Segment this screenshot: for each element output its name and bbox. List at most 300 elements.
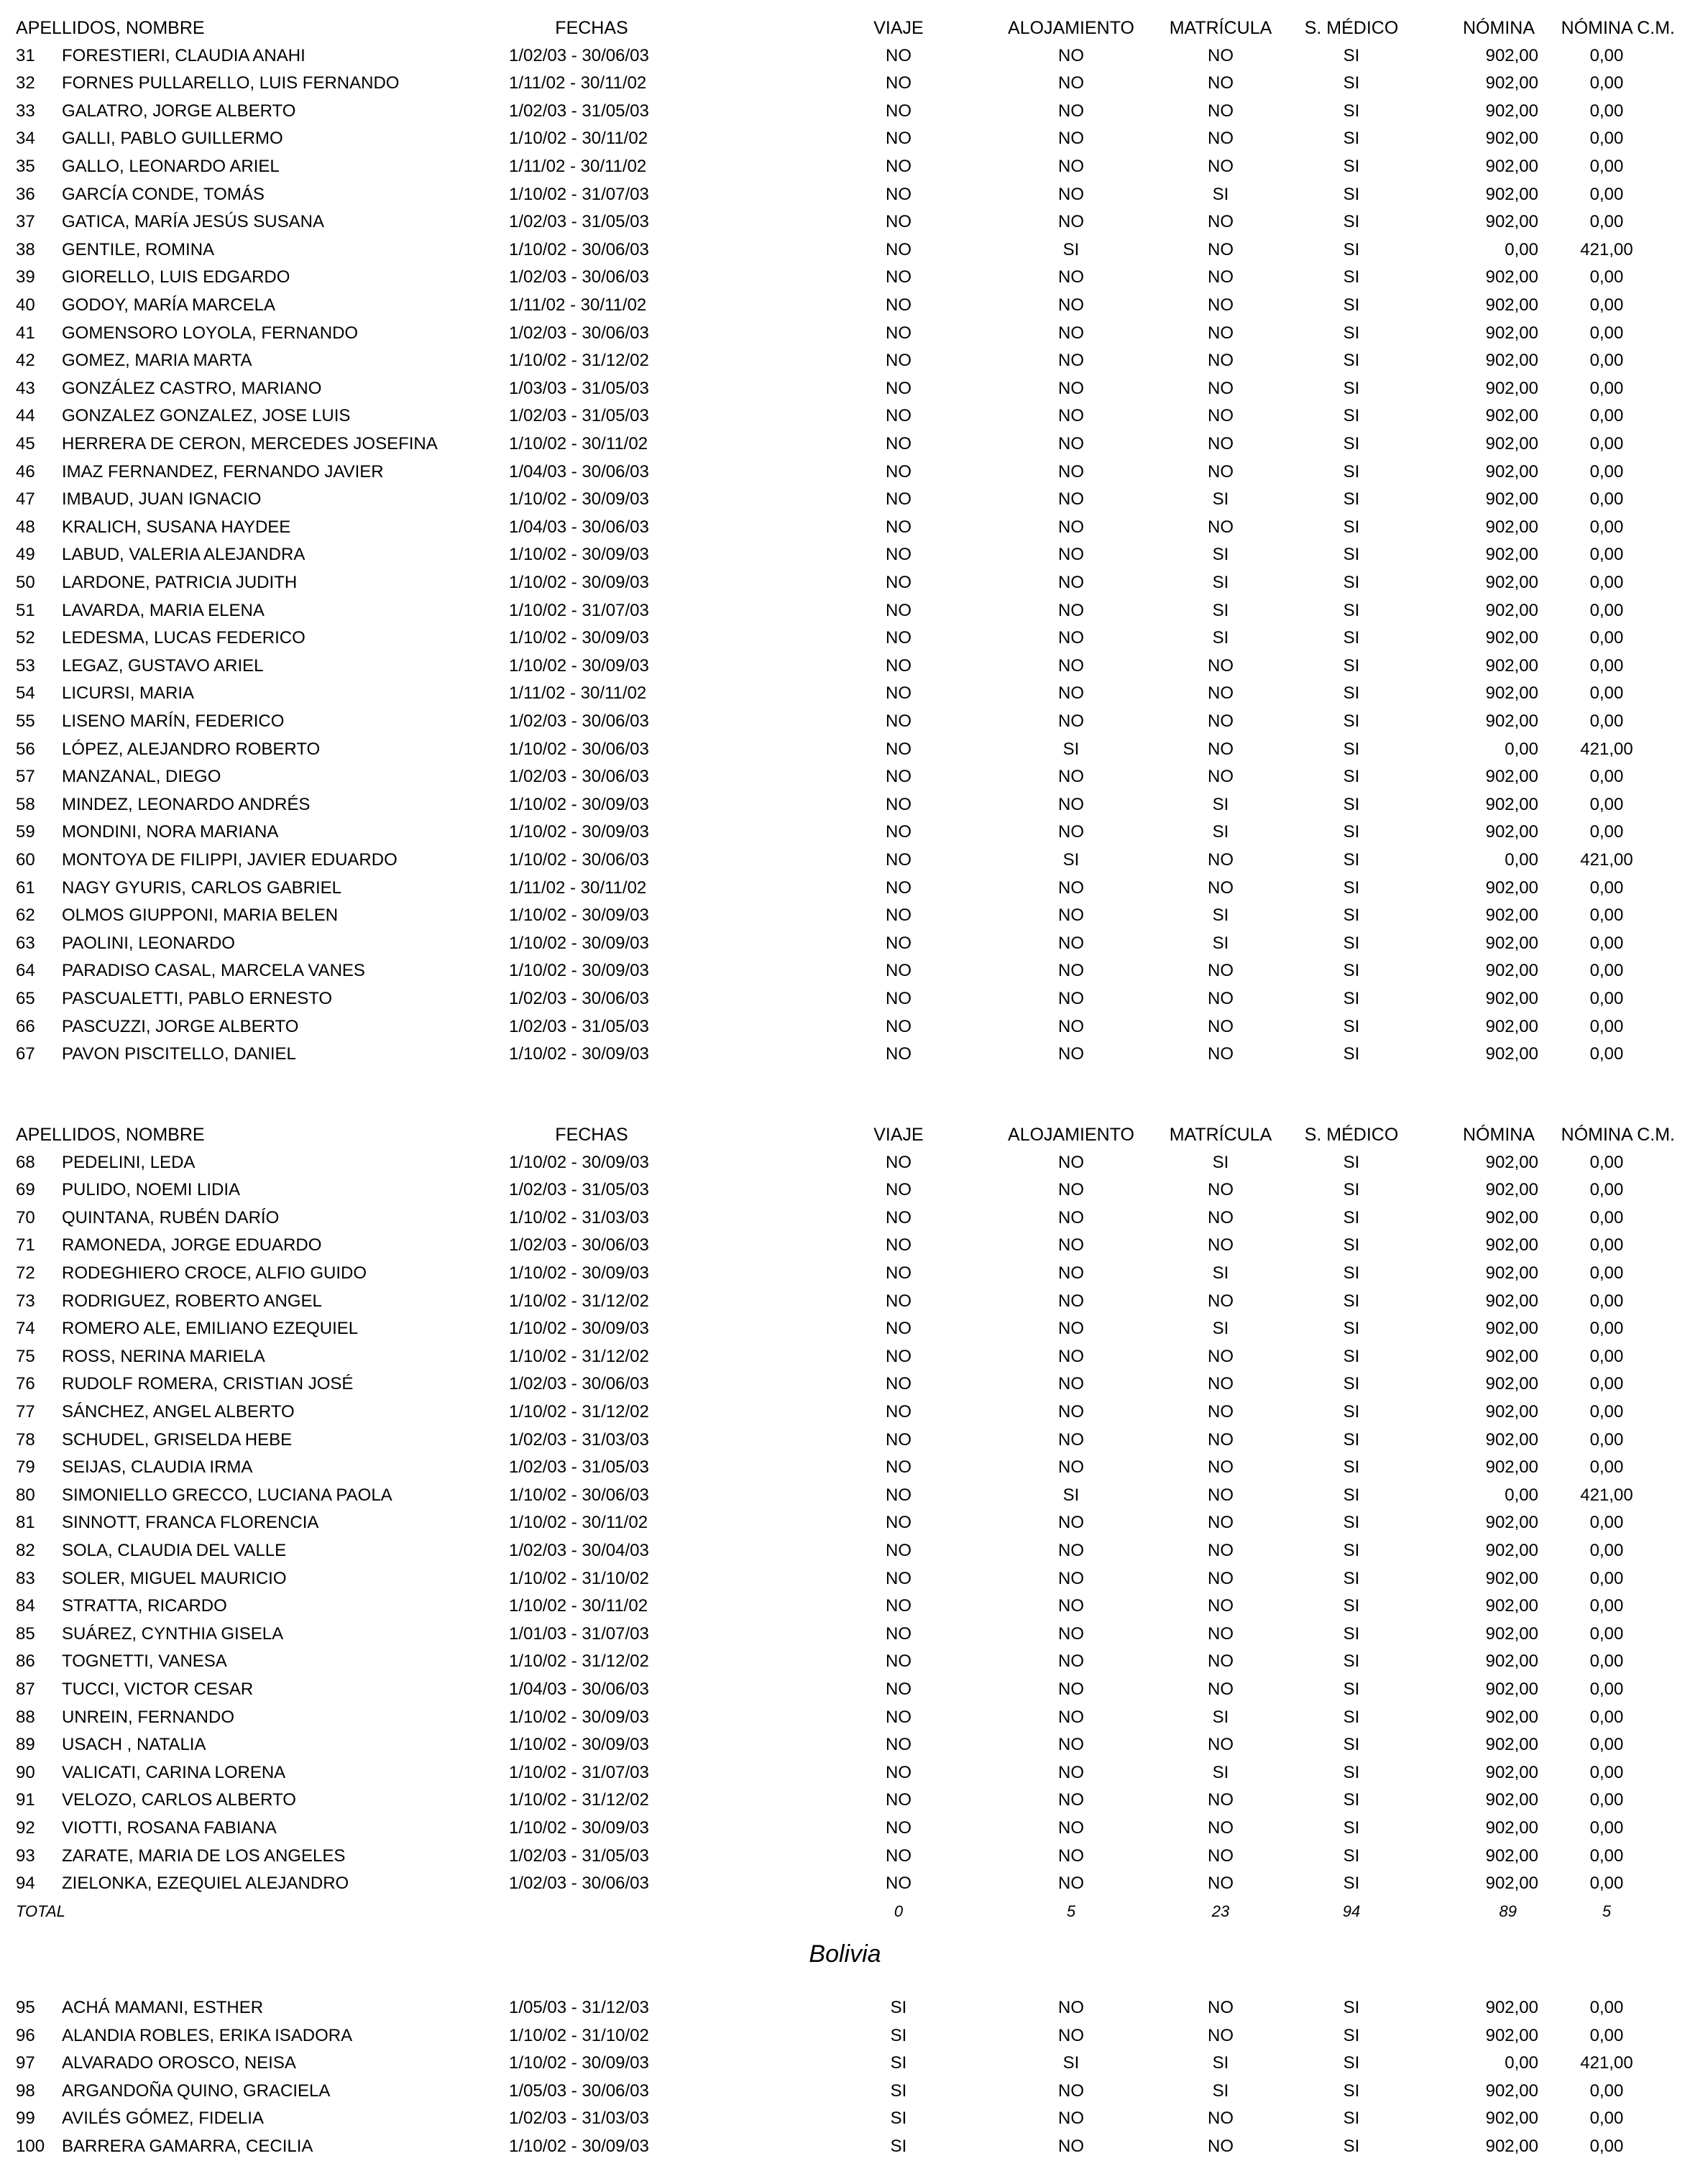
row-name: STRATTA, RICARDO	[62, 1596, 227, 1616]
row-number: 60	[16, 850, 35, 870]
row-matricula: NO	[1208, 462, 1234, 482]
row-matricula: SI	[1212, 906, 1229, 925]
row-number: 43	[16, 379, 35, 398]
row-nomina: 902,00	[1485, 878, 1538, 898]
table-row	[0, 847, 1690, 874]
row-nomina: 902,00	[1485, 1763, 1538, 1782]
row-nomina-cm: 0,00	[1589, 1680, 1624, 1699]
row-viaje: NO	[886, 1874, 911, 1893]
row-dates: 1/10/02 - 31/12/02	[509, 1291, 649, 1311]
row-nomina: 902,00	[1485, 1180, 1538, 1199]
row-number: 48	[16, 517, 35, 537]
row-viaje: NO	[886, 601, 911, 620]
row-number: 35	[16, 157, 35, 176]
row-number: 65	[16, 989, 35, 1008]
row-number: 79	[16, 1457, 35, 1477]
table-row	[0, 347, 1690, 374]
table-row	[0, 597, 1690, 625]
row-s-medico: SI	[1343, 489, 1360, 509]
row-nomina-cm: 0,00	[1589, 462, 1624, 482]
table-row	[0, 181, 1690, 208]
row-name: MANZANAL, DIEGO	[62, 767, 221, 786]
row-alojamiento: NO	[1058, 601, 1084, 620]
row-viaje: NO	[886, 545, 911, 564]
row-name: MINDEZ, LEONARDO ANDRÉS	[62, 795, 311, 814]
header-alojamiento: ALOJAMIENTO	[1008, 1125, 1134, 1145]
row-viaje: NO	[886, 1541, 911, 1560]
table-row	[0, 375, 1690, 402]
row-viaje: NO	[886, 1263, 911, 1283]
row-nomina: 902,00	[1485, 1153, 1538, 1172]
row-dates: 1/02/03 - 31/03/03	[509, 2109, 649, 2128]
row-alojamiento: NO	[1058, 1017, 1084, 1036]
table-row	[0, 985, 1690, 1013]
row-nomina: 902,00	[1485, 1596, 1538, 1616]
row-name: VIOTTI, ROSANA FABIANA	[62, 1818, 277, 1838]
row-number: 88	[16, 1708, 35, 1727]
row-matricula: NO	[1208, 1291, 1234, 1311]
row-nomina-cm: 0,00	[1589, 1153, 1624, 1172]
row-number: 42	[16, 351, 35, 370]
row-nomina: 902,00	[1485, 961, 1538, 980]
row-nomina: 902,00	[1485, 2081, 1538, 2101]
row-matricula: NO	[1208, 961, 1234, 980]
row-nomina-cm: 421,00	[1580, 1485, 1633, 1505]
row-matricula: NO	[1208, 1790, 1234, 1810]
row-nomina-cm: 0,00	[1589, 1235, 1624, 1255]
row-number: 92	[16, 1818, 35, 1838]
row-s-medico: SI	[1343, 1998, 1360, 2017]
row-name: GODOY, MARÍA MARCELA	[62, 295, 275, 315]
row-matricula: SI	[1212, 822, 1229, 842]
row-viaje: SI	[890, 2137, 907, 2156]
row-s-medico: SI	[1343, 240, 1360, 259]
row-dates: 1/10/02 - 30/06/03	[509, 1485, 649, 1505]
row-s-medico: SI	[1343, 157, 1360, 176]
row-nomina: 0,00	[1505, 739, 1538, 759]
row-number: 32	[16, 73, 35, 93]
row-nomina-cm: 0,00	[1589, 711, 1624, 731]
row-name: SEIJAS, CLAUDIA IRMA	[62, 1457, 253, 1477]
row-nomina: 902,00	[1485, 129, 1538, 148]
row-nomina: 902,00	[1485, 1402, 1538, 1422]
table-row	[0, 1232, 1690, 1259]
row-nomina: 902,00	[1485, 73, 1538, 93]
header-nomina: NÓMINA	[1463, 18, 1535, 38]
total-alojamiento: 5	[1066, 1902, 1076, 1920]
row-alojamiento: SI	[1062, 240, 1080, 259]
row-name: PARADISO CASAL, MARCELA VANES	[62, 961, 365, 980]
row-nomina-cm: 0,00	[1589, 212, 1624, 231]
row-s-medico: SI	[1343, 295, 1360, 315]
row-dates: 1/02/03 - 30/06/03	[509, 1874, 649, 1893]
row-matricula: NO	[1208, 1513, 1234, 1532]
row-alojamiento: NO	[1058, 434, 1084, 453]
row-viaje: NO	[886, 1485, 911, 1505]
row-dates: 1/02/03 - 31/03/03	[509, 1430, 649, 1450]
row-s-medico: SI	[1343, 683, 1360, 703]
row-alojamiento: NO	[1058, 1235, 1084, 1255]
total-viaje: 0	[894, 1902, 904, 1920]
table-row	[0, 430, 1690, 458]
row-viaje: NO	[886, 517, 911, 537]
row-viaje: NO	[886, 989, 911, 1008]
row-name: PULIDO, NOEMI LIDIA	[62, 1180, 241, 1199]
row-alojamiento: NO	[1058, 1153, 1084, 1172]
row-alojamiento: NO	[1058, 1208, 1084, 1227]
row-nomina: 902,00	[1485, 1735, 1538, 1754]
row-s-medico: SI	[1343, 2109, 1360, 2128]
row-alojamiento: NO	[1058, 323, 1084, 343]
row-alojamiento: NO	[1058, 628, 1084, 648]
row-name: LAVARDA, MARIA ELENA	[62, 601, 265, 620]
row-nomina-cm: 0,00	[1589, 1208, 1624, 1227]
row-s-medico: SI	[1343, 906, 1360, 925]
row-nomina: 0,00	[1505, 850, 1538, 870]
row-nomina-cm: 0,00	[1589, 1708, 1624, 1727]
row-nomina: 902,00	[1485, 1208, 1538, 1227]
row-matricula: SI	[1212, 1763, 1229, 1782]
table-row	[0, 1260, 1690, 1287]
row-nomina: 0,00	[1505, 1485, 1538, 1505]
row-alojamiento: NO	[1058, 795, 1084, 814]
row-number: 74	[16, 1319, 35, 1338]
row-number: 61	[16, 878, 35, 898]
row-alojamiento: NO	[1058, 1708, 1084, 1727]
row-alojamiento: NO	[1058, 2081, 1084, 2101]
row-s-medico: SI	[1343, 1291, 1360, 1311]
row-nomina-cm: 0,00	[1589, 961, 1624, 980]
section-title-bolivia: Bolivia	[809, 1940, 881, 1968]
row-nomina: 902,00	[1485, 462, 1538, 482]
row-s-medico: SI	[1343, 711, 1360, 731]
row-number: 91	[16, 1790, 35, 1810]
row-nomina: 902,00	[1485, 489, 1538, 509]
row-number: 73	[16, 1291, 35, 1311]
table-row	[0, 875, 1690, 902]
row-name: FORESTIERI, CLAUDIA ANAHI	[62, 46, 306, 65]
row-nomina-cm: 0,00	[1589, 1374, 1624, 1393]
table-row	[0, 2133, 1690, 2160]
table-row	[0, 1041, 1690, 1068]
table-row	[0, 1731, 1690, 1759]
row-dates: 1/10/02 - 30/09/03	[509, 1818, 649, 1838]
row-nomina: 902,00	[1485, 351, 1538, 370]
table-row	[0, 2105, 1690, 2132]
row-name: RODEGHIERO CROCE, ALFIO GUIDO	[62, 1263, 367, 1283]
row-viaje: NO	[886, 1708, 911, 1727]
table-row	[0, 2078, 1690, 2105]
row-name: PEDELINI, LEDA	[62, 1153, 196, 1172]
row-alojamiento: NO	[1058, 767, 1084, 786]
row-number: 81	[16, 1513, 35, 1532]
row-number: 66	[16, 1017, 35, 1036]
row-viaje: NO	[886, 1374, 911, 1393]
table-row	[0, 541, 1690, 568]
row-s-medico: SI	[1343, 1680, 1360, 1699]
row-dates: 1/02/03 - 30/06/03	[509, 1235, 649, 1255]
row-viaje: NO	[886, 961, 911, 980]
row-nomina: 902,00	[1485, 1790, 1538, 1810]
row-dates: 1/02/03 - 30/06/03	[509, 989, 649, 1008]
row-dates: 1/02/03 - 31/05/03	[509, 212, 649, 231]
row-viaje: NO	[886, 1044, 911, 1064]
row-matricula: NO	[1208, 1624, 1234, 1644]
row-name: QUINTANA, RUBÉN DARÍO	[62, 1208, 280, 1227]
row-viaje: NO	[886, 240, 911, 259]
row-nomina-cm: 0,00	[1589, 1818, 1624, 1838]
row-nomina-cm: 0,00	[1589, 1513, 1624, 1532]
row-viaje: SI	[890, 1998, 907, 2017]
row-nomina: 902,00	[1485, 1651, 1538, 1671]
row-nomina: 902,00	[1485, 1708, 1538, 1727]
row-name: MONTOYA DE FILIPPI, JAVIER EDUARDO	[62, 850, 398, 870]
table-row	[0, 1565, 1690, 1593]
row-nomina-cm: 0,00	[1589, 517, 1624, 537]
table-row	[0, 1759, 1690, 1787]
row-viaje: NO	[886, 1180, 911, 1199]
row-name: GOMENSORO LOYOLA, FERNANDO	[62, 323, 359, 343]
row-nomina-cm: 0,00	[1589, 934, 1624, 953]
row-viaje: NO	[886, 434, 911, 453]
row-number: 76	[16, 1374, 35, 1393]
row-name: GONZÁLEZ CASTRO, MARIANO	[62, 379, 322, 398]
row-nomina-cm: 0,00	[1589, 1846, 1624, 1866]
row-nomina: 902,00	[1485, 185, 1538, 204]
header-name: APELLIDOS, NOMBRE	[16, 1125, 205, 1145]
row-dates: 1/10/02 - 30/11/02	[509, 434, 648, 453]
row-viaje: NO	[886, 351, 911, 370]
table-row	[0, 1537, 1690, 1565]
row-number: 36	[16, 185, 35, 204]
row-viaje: SI	[890, 2053, 907, 2073]
row-nomina-cm: 0,00	[1589, 1402, 1624, 1422]
row-dates: 1/10/02 - 30/09/03	[509, 2137, 649, 2156]
row-dates: 1/02/03 - 31/05/03	[509, 406, 649, 425]
table-row	[0, 208, 1690, 236]
row-alojamiento: NO	[1058, 1513, 1084, 1532]
row-name: ALVARADO OROSCO, NEISA	[62, 2053, 296, 2073]
row-nomina-cm: 0,00	[1589, 1790, 1624, 1810]
row-name: RAMONEDA, JORGE EDUARDO	[62, 1235, 322, 1255]
row-alojamiento: NO	[1058, 906, 1084, 925]
row-viaje: SI	[890, 2081, 907, 2101]
row-viaje: NO	[886, 1763, 911, 1782]
row-number: 53	[16, 656, 35, 676]
row-number: 39	[16, 267, 35, 287]
row-dates: 1/02/03 - 30/06/03	[509, 1374, 649, 1393]
table-row	[0, 70, 1690, 97]
row-s-medico: SI	[1343, 1596, 1360, 1616]
row-number: 52	[16, 628, 35, 648]
row-nomina-cm: 0,00	[1589, 1457, 1624, 1477]
row-alojamiento: NO	[1058, 1763, 1084, 1782]
row-nomina: 902,00	[1485, 2109, 1538, 2128]
row-nomina: 902,00	[1485, 1291, 1538, 1311]
row-nomina: 902,00	[1485, 601, 1538, 620]
row-number: 96	[16, 2026, 35, 2045]
row-viaje: NO	[886, 906, 911, 925]
table-row	[0, 264, 1690, 291]
header-alojamiento: ALOJAMIENTO	[1008, 18, 1134, 38]
row-nomina-cm: 0,00	[1589, 1017, 1624, 1036]
row-dates: 1/10/02 - 30/09/03	[509, 573, 649, 592]
row-viaje: NO	[886, 1457, 911, 1477]
table-row	[0, 2022, 1690, 2050]
table-row	[0, 1482, 1690, 1509]
row-viaje: NO	[886, 656, 911, 676]
table-row	[0, 708, 1690, 735]
row-nomina: 902,00	[1485, 1263, 1538, 1283]
row-nomina-cm: 0,00	[1589, 1319, 1624, 1338]
row-nomina: 0,00	[1505, 240, 1538, 259]
row-s-medico: SI	[1343, 434, 1360, 453]
row-viaje: NO	[886, 767, 911, 786]
row-matricula: NO	[1208, 1569, 1234, 1588]
row-name: OLMOS GIUPPONI, MARIA BELEN	[62, 906, 339, 925]
row-dates: 1/10/02 - 30/09/03	[509, 1044, 649, 1064]
row-nomina-cm: 0,00	[1589, 1347, 1624, 1366]
row-viaje: NO	[886, 323, 911, 343]
row-number: 82	[16, 1541, 35, 1560]
row-alojamiento: NO	[1058, 379, 1084, 398]
row-viaje: NO	[886, 573, 911, 592]
row-viaje: NO	[886, 1596, 911, 1616]
table-row	[0, 819, 1690, 846]
row-matricula: NO	[1208, 1017, 1234, 1036]
row-viaje: SI	[890, 2109, 907, 2128]
row-alojamiento: NO	[1058, 1596, 1084, 1616]
row-s-medico: SI	[1343, 628, 1360, 648]
row-viaje: NO	[886, 129, 911, 148]
row-name: ZARATE, MARIA DE LOS ANGELES	[62, 1846, 346, 1866]
table-row	[0, 1013, 1690, 1041]
row-dates: 1/02/03 - 30/06/03	[509, 267, 649, 287]
table-row	[0, 1870, 1690, 1897]
row-matricula: NO	[1208, 850, 1234, 870]
row-nomina: 902,00	[1485, 1347, 1538, 1366]
row-matricula: NO	[1208, 1402, 1234, 1422]
row-alojamiento: NO	[1058, 157, 1084, 176]
row-nomina: 902,00	[1485, 906, 1538, 925]
row-s-medico: SI	[1343, 1846, 1360, 1866]
row-alojamiento: NO	[1058, 711, 1084, 731]
row-matricula: NO	[1208, 2137, 1234, 2156]
row-s-medico: SI	[1343, 1263, 1360, 1283]
row-number: 68	[16, 1153, 35, 1172]
row-name: ROSS, NERINA MARIELA	[62, 1347, 265, 1366]
row-alojamiento: NO	[1058, 1430, 1084, 1450]
table-row	[0, 1787, 1690, 1814]
row-s-medico: SI	[1343, 101, 1360, 121]
row-alojamiento: NO	[1058, 267, 1084, 287]
row-number: 87	[16, 1680, 35, 1699]
row-matricula: NO	[1208, 379, 1234, 398]
table-row	[0, 514, 1690, 541]
row-matricula: NO	[1208, 101, 1234, 121]
row-nomina: 902,00	[1485, 1017, 1538, 1036]
table-row	[0, 1343, 1690, 1370]
row-alojamiento: NO	[1058, 1569, 1084, 1588]
row-alojamiento: NO	[1058, 1291, 1084, 1311]
row-name: GOMEZ, MARIA MARTA	[62, 351, 252, 370]
table-row	[0, 1399, 1690, 1426]
row-matricula: NO	[1208, 517, 1234, 537]
header-viaje: VIAJE	[873, 18, 924, 38]
header-s-medico: S. MÉDICO	[1304, 1125, 1399, 1145]
row-s-medico: SI	[1343, 1347, 1360, 1366]
row-nomina-cm: 0,00	[1589, 545, 1624, 564]
table-row	[0, 1843, 1690, 1870]
total-matricula: 23	[1211, 1902, 1230, 1920]
row-dates: 1/10/02 - 31/12/02	[509, 1790, 649, 1810]
row-dates: 1/10/02 - 30/09/03	[509, 906, 649, 925]
row-alojamiento: NO	[1058, 1541, 1084, 1560]
table-row	[0, 902, 1690, 929]
row-s-medico: SI	[1343, 545, 1360, 564]
row-name: PASCUALETTI, PABLO ERNESTO	[62, 989, 333, 1008]
row-name: ZIELONKA, EZEQUIEL ALEJANDRO	[62, 1874, 349, 1893]
row-nomina: 902,00	[1485, 656, 1538, 676]
row-name: GALLI, PABLO GUILLERMO	[62, 129, 283, 148]
row-number: 44	[16, 406, 35, 425]
row-number: 58	[16, 795, 35, 814]
row-nomina-cm: 421,00	[1580, 739, 1633, 759]
row-nomina: 902,00	[1485, 1235, 1538, 1255]
row-matricula: NO	[1208, 351, 1234, 370]
row-nomina: 902,00	[1485, 573, 1538, 592]
row-dates: 1/02/03 - 31/05/03	[509, 1180, 649, 1199]
table-row	[0, 763, 1690, 791]
row-number: 41	[16, 323, 35, 343]
row-name: SCHUDEL, GRISELDA HEBE	[62, 1430, 293, 1450]
row-alojamiento: NO	[1058, 489, 1084, 509]
row-nomina: 902,00	[1485, 1374, 1538, 1393]
row-number: 100	[16, 2137, 45, 2156]
row-viaje: NO	[886, 795, 911, 814]
row-number: 33	[16, 101, 35, 121]
row-alojamiento: NO	[1058, 73, 1084, 93]
row-matricula: SI	[1212, 2053, 1229, 2073]
row-nomina-cm: 0,00	[1589, 2109, 1624, 2128]
row-number: 86	[16, 1651, 35, 1671]
row-name: SUÁREZ, CYNTHIA GISELA	[62, 1624, 284, 1644]
row-alojamiento: NO	[1058, 934, 1084, 953]
row-name: MONDINI, NORA MARIANA	[62, 822, 279, 842]
row-nomina: 902,00	[1485, 323, 1538, 343]
row-matricula: SI	[1212, 934, 1229, 953]
row-nomina: 902,00	[1485, 767, 1538, 786]
row-name: IMAZ FERNANDEZ, FERNANDO JAVIER	[62, 462, 384, 482]
row-nomina: 902,00	[1485, 1874, 1538, 1893]
row-dates: 1/02/03 - 30/04/03	[509, 1541, 649, 1560]
row-viaje: NO	[886, 295, 911, 315]
row-alojamiento: NO	[1058, 295, 1084, 315]
row-s-medico: SI	[1343, 1818, 1360, 1838]
row-matricula: NO	[1208, 1485, 1234, 1505]
row-dates: 1/10/02 - 30/09/03	[509, 934, 649, 953]
table-row	[0, 486, 1690, 513]
row-matricula: NO	[1208, 767, 1234, 786]
row-name: USACH , NATALIA	[62, 1735, 206, 1754]
row-alojamiento: NO	[1058, 1680, 1084, 1699]
header-nomina-cm: NÓMINA C.M.	[1561, 1125, 1675, 1145]
row-nomina: 902,00	[1485, 1430, 1538, 1450]
row-dates: 1/10/02 - 30/09/03	[509, 1735, 649, 1754]
row-alojamiento: NO	[1058, 1263, 1084, 1283]
row-viaje: NO	[886, 1017, 911, 1036]
row-viaje: NO	[886, 1818, 911, 1838]
